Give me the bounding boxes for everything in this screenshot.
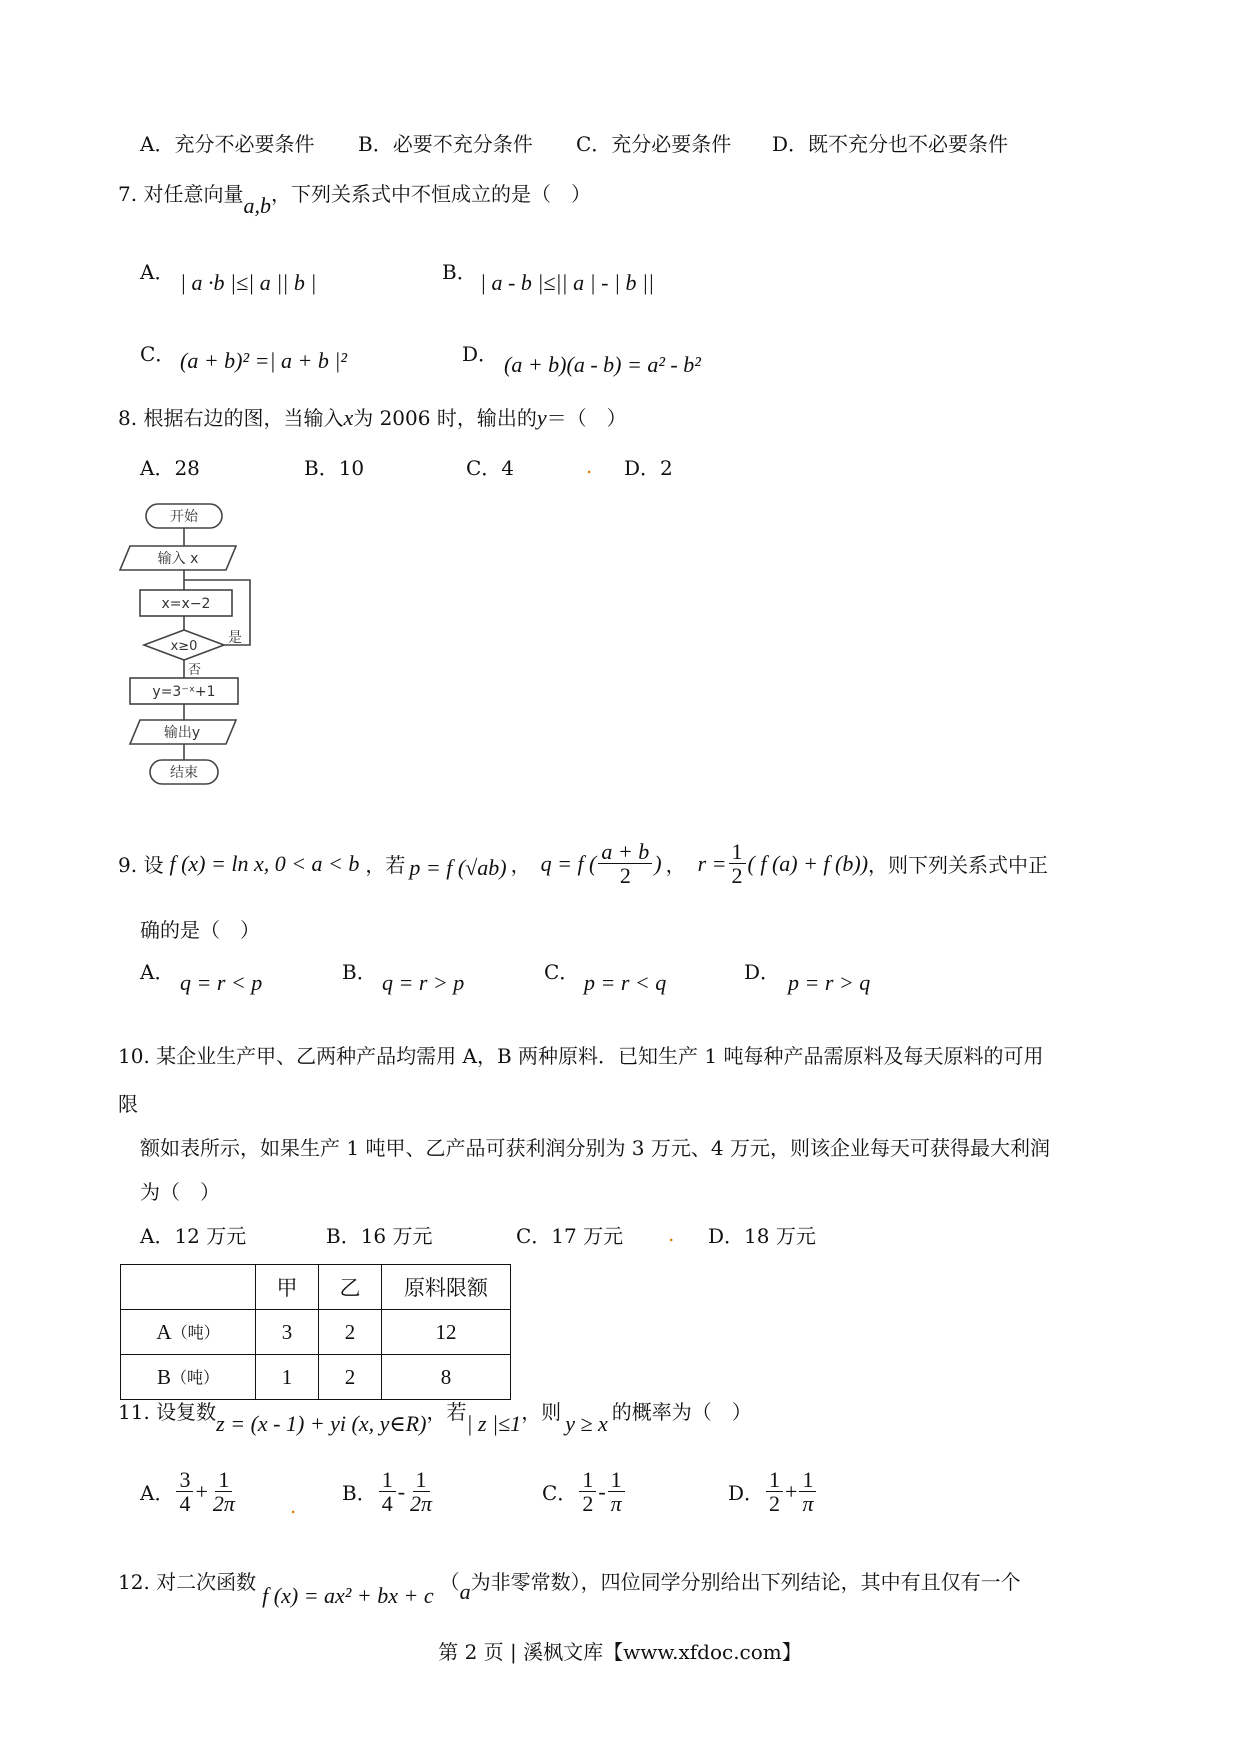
frac-den: 2π — [410, 1491, 433, 1517]
frac-den: 4 — [381, 1491, 393, 1517]
q11-label-d: D． — [728, 1481, 765, 1506]
table-header-cell: 甲 — [256, 1265, 319, 1310]
table-row — [121, 1355, 511, 1400]
q10-option-a: A．12 万元 — [140, 1224, 247, 1248]
table-cell: 3 — [256, 1310, 319, 1355]
flowchart-end: 结束 — [170, 765, 198, 781]
q11-ruo: ，若 — [426, 1400, 467, 1424]
frac-den: 2 — [582, 1491, 594, 1517]
q11-label-a: A． — [140, 1481, 175, 1506]
q11-cond: | z |≤1 — [466, 1411, 522, 1436]
q8-option-a: A．28 — [140, 456, 200, 480]
stray-dot: . — [290, 1494, 297, 1518]
q7-formula-a: | a ·b |≤| a || b | — [180, 270, 317, 295]
q11-stem — [118, 1396, 752, 1436]
table-header-cell: 原料限额 — [382, 1265, 511, 1310]
stray-dot: . — [586, 454, 593, 478]
q9-stem: 9. 设 f (x) = ln x, 0 < a < b ，若 p = f (√ab) ， q = f ( $\frac{a + b}{2}$ ) ， r = $\frac{1}{2}$ ( f (a) + f (b)) ，则下列关系式中正 — [118, 839, 1049, 889]
table-cell: 8 — [382, 1355, 511, 1400]
q11-c-frac1 — [579, 1468, 596, 1515]
table-header-cell: 乙 — [319, 1265, 382, 1310]
q12-var-a: a — [459, 1579, 471, 1604]
q11-stem-post: 的概率为（ ） — [611, 1400, 752, 1424]
q11-ze: ，则 — [521, 1400, 562, 1424]
q9-formula-d: p = r > q — [788, 970, 871, 995]
frac-den: 2π — [212, 1491, 235, 1517]
frac-num: 1 — [379, 1468, 396, 1492]
table-row-unit: （吨） — [171, 1324, 220, 1342]
table-row-label — [121, 1310, 256, 1355]
q11-stem-pre: 11. 设复数 — [118, 1400, 217, 1424]
q8-stem-pre: 8. 根据右边的图，当输入 — [118, 406, 344, 430]
q11-z-def: z = (x - 1) + yi (x, y∈R) — [216, 1411, 427, 1436]
q11-b-op: - — [397, 1478, 406, 1504]
q9-stem-pre: 9. 设 — [118, 853, 164, 878]
q7-vars: a,b — [243, 193, 271, 218]
q11-b-frac1 — [379, 1468, 396, 1515]
q6-option-a: A．充分不必要条件 — [140, 132, 315, 156]
flowchart-condition: x≥0 — [170, 639, 198, 654]
q9-q-num: a + b — [598, 840, 652, 864]
q10-line2: 限 — [118, 1092, 138, 1116]
q11-label-c: C． — [542, 1481, 578, 1506]
q9-r-den: 2 — [731, 863, 743, 889]
q9-r-pre: r = — [697, 850, 727, 876]
q9-q-frac — [598, 840, 652, 887]
q12-paren-open: （ — [439, 1570, 460, 1594]
q11-d-frac1 — [766, 1468, 783, 1515]
q7-stem-post: ，下列关系式中不恒成立的是（ ） — [270, 182, 591, 206]
flowchart-no: 否 — [188, 663, 202, 678]
q6-option-d: D．既不充分也不必要条件 — [772, 132, 1009, 156]
frac-num: 1 — [799, 1468, 816, 1492]
frac-den: π — [610, 1491, 622, 1517]
q10-option-d: D．18 万元 — [708, 1224, 816, 1248]
table-row-label — [121, 1355, 256, 1400]
q9-formula-a: q = r < p — [180, 970, 263, 995]
q11-option-a — [140, 1468, 240, 1515]
flowchart-input: 输入 x — [157, 551, 199, 567]
q7-label-d: D． — [462, 342, 499, 366]
q6-option-c: C．充分必要条件 — [576, 132, 732, 156]
q12-stem — [118, 1566, 1021, 1608]
flowchart-start: 开始 — [170, 509, 198, 525]
q9-r-num: 1 — [729, 840, 746, 864]
frac-den: 2 — [769, 1491, 781, 1517]
q7-stem — [118, 178, 591, 218]
q11-a-op: + — [195, 1478, 208, 1504]
q9-label-b: B． — [342, 960, 377, 984]
flowchart-assign: x=x−2 — [161, 596, 211, 612]
page-footer: 第 2 页 | 溪枫文库【www.xfdoc.com】 — [438, 1640, 802, 1664]
q12-func: f (x) = ax² + bx + c — [262, 1583, 434, 1608]
q6-option-b: B．必要不充分条件 — [358, 132, 533, 156]
q8-option-b: B．10 — [304, 456, 365, 480]
table-header-cell — [121, 1265, 256, 1310]
q9-label-a: A． — [140, 960, 175, 984]
q11-b-frac2 — [407, 1468, 435, 1515]
q9-func: f (x) = ln x, 0 < a < b — [169, 850, 360, 876]
q9-q-pre: q = f ( — [540, 850, 597, 876]
q8-stem — [118, 402, 627, 431]
table-row-name: B — [156, 1364, 171, 1389]
q9-q-den: 2 — [619, 863, 631, 889]
q7-formula-d: (a + b)(a - b) = a² - b² — [504, 352, 701, 377]
q9-formula-c: p = r < q — [584, 970, 667, 995]
q7-stem-pre: 7. 对任意向量 — [118, 182, 244, 206]
table-cell: 2 — [319, 1310, 382, 1355]
q11-option-c — [542, 1468, 627, 1515]
q11-a-frac1 — [176, 1468, 193, 1515]
q11-c-op: - — [598, 1478, 606, 1504]
q8-var-x: x — [343, 405, 354, 430]
frac-den: π — [802, 1491, 814, 1517]
q11-label-b: B． — [342, 1481, 377, 1506]
table-row-unit: （吨） — [171, 1369, 220, 1387]
q9-stem-line2: 确的是（ ） — [140, 918, 260, 942]
stray-dot: . — [668, 1222, 675, 1246]
q12-stem-post: 为非零常数），四位同学分别给出下列结论，其中有且仅有一个 — [470, 1570, 1021, 1594]
q8-option-d: D．2 — [624, 456, 673, 480]
q9-p-def: p = f (√ab) — [409, 854, 507, 880]
q7-label-b: B． — [442, 260, 477, 284]
q8-stem-mid: 为 2006 时，输出的 — [353, 406, 537, 430]
q7-label-a: A． — [140, 260, 175, 284]
q7-formula-c: (a + b)² =| a + b |² — [180, 348, 347, 373]
q9-formula-b: q = r > p — [382, 970, 465, 995]
q11-a-frac2 — [210, 1468, 238, 1515]
flowchart-compute: y=3⁻ˣ+1 — [152, 684, 216, 700]
q11-d-op: + — [785, 1478, 798, 1504]
q9-r-frac — [729, 840, 746, 887]
frac-num: 1 — [766, 1468, 783, 1492]
table-cell: 1 — [256, 1355, 319, 1400]
q11-ineq: y ≥ x — [565, 1411, 608, 1436]
table-header-row — [121, 1265, 511, 1310]
q8-option-c: C．4 — [466, 456, 515, 480]
q11-d-frac2 — [799, 1468, 816, 1515]
frac-num: 1 — [579, 1468, 596, 1492]
frac-num: 1 — [215, 1468, 232, 1492]
table-cell: 12 — [382, 1310, 511, 1355]
q8-stem-post: ＝（ ） — [546, 406, 627, 430]
frac-den: 4 — [179, 1491, 191, 1517]
q9-ruo: ，若 — [365, 853, 406, 878]
q11-option-d — [728, 1468, 819, 1515]
q9-stem-post: ，则下列关系式中正 — [868, 853, 1049, 878]
q8-var-y: y — [536, 405, 547, 430]
frac-num: 1 — [413, 1468, 430, 1492]
flowchart-yes: 是 — [228, 630, 242, 646]
table-row-name: A — [156, 1319, 172, 1344]
q10-line3: 额如表所示，如果生产 1 吨甲、乙产品可获利润分别为 3 万元、4 万元，则该企业每天可获得最大利润 — [140, 1136, 1050, 1160]
q12-stem-pre: 12. 对二次函数 — [118, 1570, 257, 1594]
flowchart-output: 输出y — [163, 725, 201, 741]
table-cell: 2 — [319, 1355, 382, 1400]
table-row — [121, 1310, 511, 1355]
q7-label-c: C． — [140, 342, 176, 366]
q9-r-post: ( f (a) + f (b)) — [747, 850, 869, 876]
q9-label-c: C． — [544, 960, 580, 984]
q7-formula-b: | a - b |≤|| a | - | b || — [480, 270, 655, 295]
q10-table — [120, 1264, 511, 1400]
q11-c-frac2 — [608, 1468, 625, 1515]
frac-num: 3 — [176, 1468, 193, 1492]
q10-option-c: C．17 万元 — [516, 1224, 624, 1248]
q10-line1: 10. 某企业生产甲、乙两种产品均需用 A，B 两种原料．已知生产 1 吨每种产品需原料及每天原料的可用 — [118, 1044, 1044, 1068]
q9-label-d: D． — [744, 960, 781, 984]
q10-line4: 为（ ） — [140, 1180, 220, 1204]
flowchart — [116, 500, 256, 800]
q10-option-b: B．16 万元 — [326, 1224, 433, 1248]
frac-num: 1 — [608, 1468, 625, 1492]
q11-option-b — [342, 1468, 437, 1515]
